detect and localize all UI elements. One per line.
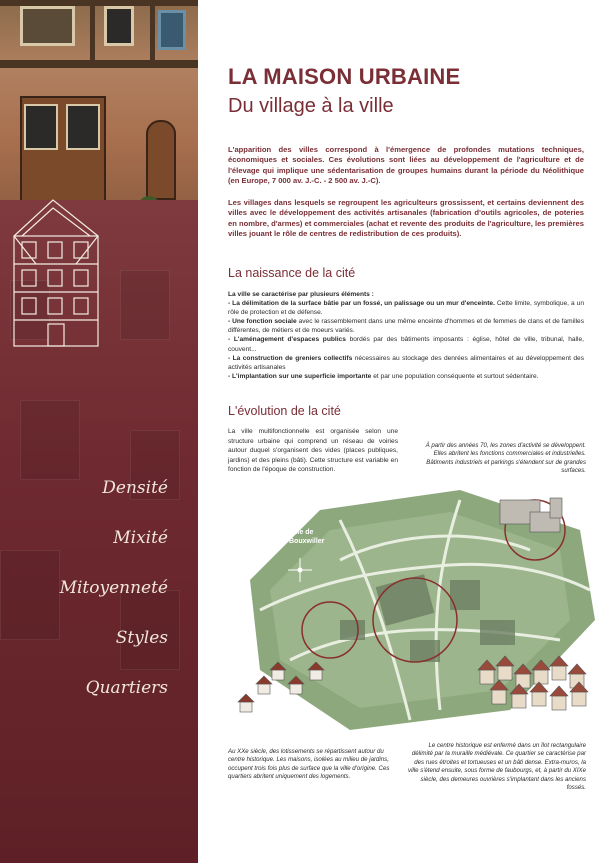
list-item: - L'implantation sur une superficie importante et par une population conséquente et surtout sédentaire. — [228, 372, 539, 380]
sidebar-word-densite: Densité — [102, 478, 168, 498]
caption-lotissements: Au XXe siècle, des lotissements se répartissent autour du centre historique. Les maisons, isolées au milieu de jardins, occupent trois fois plus de surface que la ville d'origine. Ces quartiers abritent uniquement des logements. — [228, 748, 390, 781]
map-label-bouxwiller: Ville de Bouxwiller — [289, 529, 325, 545]
section-evolution-text: La ville multifonctionnelle est organisée selon une structure urbaine qui comprend un réseau de voiries autour duquel s'organisent des vides (places publiques, jardins) et des pleins (bâti). Cette structure est variable en fonction de l'époque de construction. — [228, 428, 398, 474]
list-item: - Une fonction sociale avec le rassemblement dans une même enceinte d'hommes et de femmes de clans et de familles différentes, de métiers et de moeurs variés. — [228, 318, 584, 335]
intro-paragraph-2: Les villages dans lesquels se regroupent les agriculteurs grossissent, et certains deviennent des villes avec le développement des activités artisanales (fabrication d'outils agricoles, de poteries en nombre, d'armes) et commerciales (achat et revente des produits de l'agriculture, les premières villes jouant le rôle de centres de redistribution de ces produits). — [228, 198, 584, 238]
list-item: - La délimitation de la surface bâtie par un fossé, un palissage ou un mur d'enceinte. Cette limite, symbolique, a un rôle de protection et de défense. — [228, 300, 584, 317]
list-item: - L'aménagement d'espaces publics bordés par des bâtiments imposants : église, hôtel de ville, tribunal, halle, couvent... — [228, 336, 584, 353]
sidebar-word-quartiers: Quartiers — [85, 678, 168, 698]
page-title: LA MAISON URBAINE — [228, 64, 461, 89]
caption-activity-zones: À partir des années 70, les zones d'activité se développent. Elles abritent les fonctions commerciales et industrielles. Bâtiments industriels et parkings s'étendent sur de grandes surfaces. — [425, 442, 586, 475]
intro-paragraph-1: L'apparition des villes correspond à l'émergence de profondes mutations techniques, économiques et sociales. Ces évolutions sont liées au développement de l'agriculture et de l'élevage qui implique une sédentarisation de groupes humains durant la période du Néolithique (en Europe, 7 000 av. J.-C. - 2 500 av. J.-C). — [228, 145, 584, 185]
caption-centre-historique: Le centre historique est enfermé dans un îlot rectangulaire délimité par la muraille médiévale. Ce quartier se caractérise par des rues étroites et tortueuses et un bâti dense. Extra-muros, la ville s'étend ensuite, sous forme de faubourgs, et, à partir du XIXe siècle, des demeures ouvrières s'implantant dans les anciens fossés. — [408, 742, 586, 792]
sidebar — [0, 0, 198, 863]
section-naissance-lead: La ville se caractérise par plusieurs éléments : — [228, 291, 374, 298]
section-heading-evolution: L'évolution de la cité — [228, 404, 341, 418]
section-naissance-body — [228, 290, 584, 381]
sidebar-word-styles: Styles — [115, 628, 168, 648]
section-heading-naissance: La naissance de la cité — [228, 266, 356, 280]
house-sketch-icon — [8, 196, 128, 356]
sidebar-word-mixite: Mixité — [113, 528, 168, 548]
page-subtitle: Du village à la ville — [228, 95, 394, 117]
list-item: - La construction de greniers collectifs nécessaires au stockage des denrées alimentaires et au développement des activités artisanales — [228, 354, 585, 371]
sidebar-word-mitoyennete: Mitoyenneté — [59, 578, 168, 598]
town-map-illustration — [230, 470, 600, 740]
sidebar-words — [60, 478, 168, 728]
